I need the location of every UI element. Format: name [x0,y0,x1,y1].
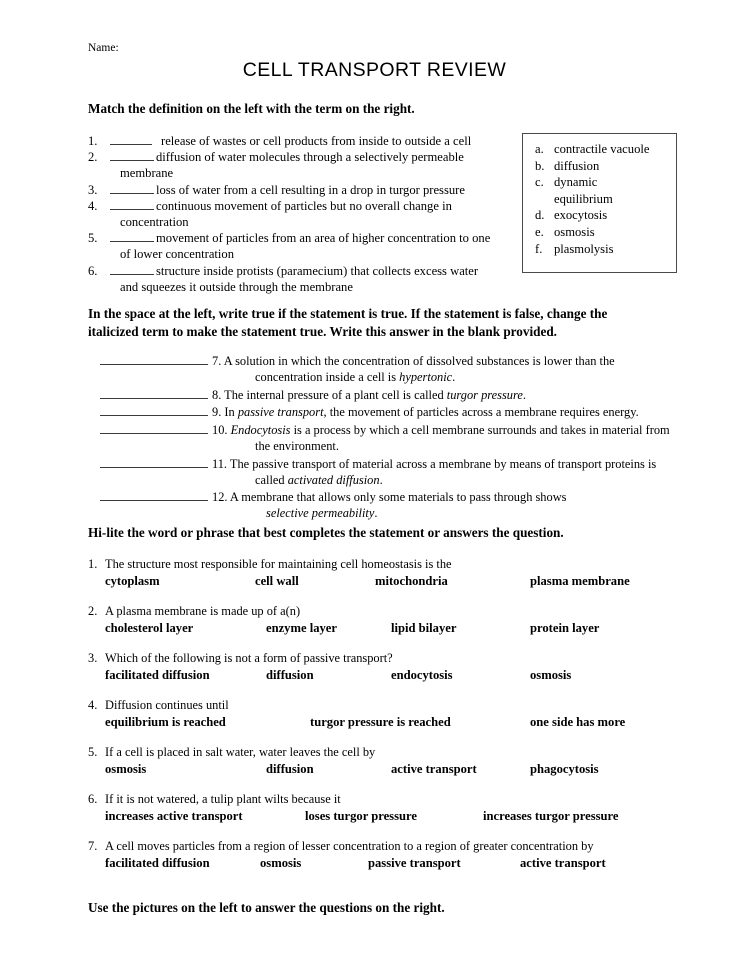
multiplechoice-question-text: 7. A cell moves particles from a region of lesser concentration to a region of greater concentration by [88,839,594,853]
matching-item [88,182,508,198]
truefalse-answer-blank[interactable] [100,421,208,434]
truefalse-item-text: 9. In passive transport, the movement of particles across a membrane requires energy. [212,405,639,420]
multiplechoice-question [88,791,728,825]
multiplechoice-options [88,667,728,684]
truefalse-instruction-line1: In the space at the left, write true if the statement is true. If the statement is false, change the [88,306,608,321]
matching-item-continuation: membrane [120,166,174,181]
multiplechoice-option[interactable]: lipid bilayer [391,621,457,635]
truefalse-item [100,455,710,473]
matching-choice-letter: a. [535,142,544,156]
matching-item [88,230,508,246]
matching-choice [535,141,676,158]
multiplechoice-option[interactable]: protein layer [530,621,600,635]
matching-choice-continuation: equilibrium [554,191,613,206]
multiplechoice-option[interactable]: mitochondria [375,574,448,588]
matching-answer-blank[interactable] [110,198,154,210]
multiplechoice-question [88,650,728,684]
truefalse-answer-blank[interactable] [100,488,208,501]
multiplechoice-option[interactable]: enzyme layer [266,621,337,635]
multiplechoice-option[interactable]: turgor pressure is reached [310,715,451,729]
matching-item-text: structure inside protists (paramecium) that collects excess water [156,263,479,278]
matching-item [88,133,508,149]
multiplechoice-option[interactable]: endocytosis [391,668,453,682]
truefalse-item-text: 8. The internal pressure of a plant cell is called turgor pressure. [212,387,526,402]
matching-answer-blank[interactable] [110,149,154,161]
matching-answer-blank[interactable] [110,182,154,194]
multiplechoice-options [88,620,728,637]
matching-choice-letter: f. [535,241,543,256]
matching-choices-box [522,133,677,273]
matching-answer-blank[interactable] [110,230,154,242]
multiplechoice-options [88,714,728,731]
multiplechoice-question [88,603,728,637]
matching-answer-blank[interactable] [110,263,154,275]
truefalse-item [100,386,710,404]
matching-item-continuation: concentration [120,215,189,230]
matching-choice-letter: e. [535,224,544,239]
multiplechoice-option[interactable]: increases turgor pressure [483,809,619,823]
matching-choice-text: diffusion [554,158,600,173]
multiplechoice-option[interactable]: diffusion [266,762,314,776]
truefalse-list [100,352,710,522]
italicized-term: passive transport [237,405,324,420]
multiplechoice-options [88,573,728,590]
truefalse-item-continuation: selective permeability. [266,506,378,521]
matching-choice-text: dynamic [554,175,598,190]
multiplechoice-question [88,744,728,778]
footer-instruction: Use the pictures on the left to answer the questions on the right. [88,900,445,915]
italicized-term: turgor pressure [446,387,523,402]
truefalse-item [100,488,710,506]
multiplechoice-instruction: Hi-lite the word or phrase that best completes the statement or answers the question. [88,525,564,540]
matching-item-number: 4. [88,198,98,213]
multiplechoice-option[interactable]: one side has more [530,715,626,729]
italicized-term: selective permeability [266,506,375,521]
truefalse-item-continuation: called activated diffusion. [255,472,383,487]
multiplechoice-question-number: 4. [88,698,98,712]
matching-item [88,263,508,279]
multiplechoice-option[interactable]: cholesterol layer [105,621,194,635]
multiplechoice-option[interactable]: osmosis [105,762,147,776]
multiplechoice-option[interactable]: facilitated diffusion [105,856,210,870]
multiplechoice-option[interactable]: phagocytosis [530,762,599,776]
italicized-term: hypertonic [399,369,453,384]
truefalse-answer-blank[interactable] [100,403,208,416]
matching-item-number: 1. [88,134,98,148]
multiplechoice-option[interactable]: loses turgor pressure [305,809,417,823]
matching-instruction: Match the definition on the left with the term on the right. [88,101,415,116]
multiplechoice-question-text: 5. If a cell is placed in salt water, water leaves the cell by [88,745,376,759]
matching-item-text: continuous movement of particles but no overall change in [156,198,452,213]
matching-item-text: loss of water from a cell resulting in a drop in turgor pressure [156,182,465,197]
multiplechoice-option[interactable]: increases active transport [105,809,243,823]
truefalse-item-text: 12. A membrane that allows only some materials to pass through shows [212,490,567,505]
multiplechoice-question-number: 7. [88,839,98,853]
multiplechoice-options [88,855,728,872]
multiplechoice-option[interactable]: cell wall [255,574,299,588]
multiplechoice-question-text: 3. Which of the following is not a form of passive transport? [88,651,393,665]
truefalse-answer-blank[interactable] [100,386,208,399]
matching-choice-letter: d. [535,208,545,223]
truefalse-answer-blank[interactable] [100,352,208,365]
italicized-term: Endocytosis [230,423,291,438]
multiplechoice-question [88,556,728,590]
multiplechoice-option[interactable]: active transport [391,762,477,776]
truefalse-item-continuation: the environment. [255,438,339,453]
multiplechoice-question-number: 1. [88,557,98,571]
multiplechoice-question-text: 2. A plasma membrane is made up of a(n) [88,604,301,618]
multiplechoice-question-text: 6. If it is not watered, a tulip plant wilts because it [88,792,341,806]
truefalse-answer-blank[interactable] [100,455,208,468]
matching-definitions-list [88,133,508,295]
multiplechoice-option[interactable]: osmosis [530,668,572,682]
multiplechoice-question-number: 6. [88,792,98,806]
truefalse-item-text: 7. A solution in which the concentration of dissolved substances is lower than the [212,354,615,368]
matching-item [88,198,508,214]
matching-choice [535,224,676,241]
truefalse-item-continuation: concentration inside a cell is hypertonic. [255,369,456,384]
truefalse-item [100,421,710,439]
truefalse-item [100,403,710,421]
multiplechoice-options [88,808,728,825]
matching-choice [535,207,676,224]
matching-item-number: 5. [88,231,98,246]
matching-choice-text: contractile vacuole [554,142,650,156]
matching-choice [535,241,676,258]
italicized-term: activated diffusion [287,472,380,487]
matching-item-text: diffusion of water molecules through a selectively permeable [156,150,464,165]
multiplechoice-option[interactable]: active transport [520,856,606,870]
truefalse-instruction-line2: italicized term to make the statement true. Write this answer in the blank provided. [88,324,557,339]
multiplechoice-options [88,761,728,778]
multiplechoice-option[interactable]: facilitated diffusion [105,668,210,682]
matching-item-text: movement of particles from an area of higher concentration to one [156,231,491,246]
matching-choice-text: exocytosis [554,208,608,223]
multiplechoice-option[interactable]: passive transport [368,856,461,870]
matching-item [88,149,508,165]
name-field-label: Name: [88,42,119,54]
truefalse-item [100,352,710,370]
multiplechoice-question-number: 5. [88,745,98,759]
matching-item-text: release of wastes or cell products from inside to outside a cell [161,134,472,148]
matching-choice [535,158,676,175]
matching-choice-letter: c. [535,175,544,190]
truefalse-item-text: 11. The passive transport of material across a membrane by means of transport proteins is [212,456,657,471]
matching-item-continuation: and squeezes it outside through the membrane [120,279,353,294]
matching-item-number: 6. [88,263,98,278]
matching-choice-text: osmosis [554,224,595,239]
multiplechoice-question-number: 3. [88,651,98,665]
matching-item-continuation: of lower concentration [120,247,234,262]
multiplechoice-option[interactable]: diffusion [266,668,314,682]
multiplechoice-question [88,838,728,872]
matching-answer-blank[interactable] [110,133,152,145]
multiplechoice-option[interactable]: equilibrium is reached [105,715,226,729]
matching-item-number: 3. [88,182,98,197]
multiplechoice-option[interactable]: cytoplasm [105,574,160,588]
page-title: CELL TRANSPORT REVIEW [242,59,507,81]
multiplechoice-option[interactable]: plasma membrane [530,574,630,588]
multiplechoice-question-text: 1. The structure most responsible for maintaining cell homeostasis is the [88,557,452,571]
multiplechoice-option[interactable]: osmosis [260,856,302,870]
matching-choice-text: plasmolysis [554,241,614,256]
truefalse-item-text: 10. Endocytosis is a process by which a cell membrane surrounds and takes in material from [212,423,670,438]
multiplechoice-question-number: 2. [88,604,98,618]
multiplechoice-question [88,697,728,731]
matching-choice-letter: b. [535,158,545,173]
matching-item-number: 2. [88,150,98,165]
matching-choice [535,174,676,191]
multiplechoice-question-text: 4. Diffusion continues until [88,698,229,712]
